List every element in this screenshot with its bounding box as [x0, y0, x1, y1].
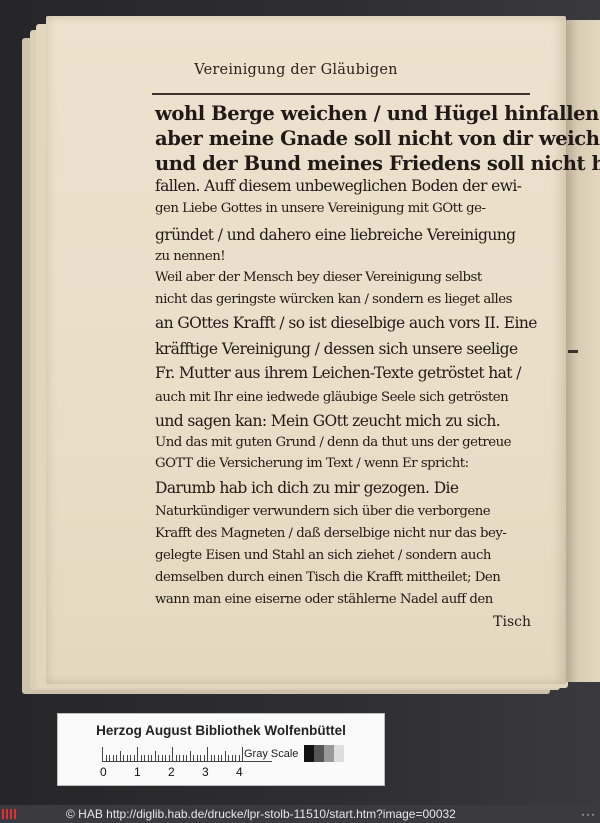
ruler-tick	[155, 751, 156, 761]
ruler-tick	[225, 751, 226, 761]
gray-swatch	[324, 745, 334, 762]
ruler-tick	[109, 755, 110, 761]
ruler-tick	[228, 755, 229, 761]
gray-swatch	[334, 745, 344, 762]
ruler-tick	[207, 747, 208, 761]
ruler-tick	[214, 755, 215, 761]
ruler-tick	[134, 755, 135, 761]
ruler-tick	[211, 755, 212, 761]
scale-number: 1	[134, 765, 141, 779]
ruler-tick	[127, 755, 128, 761]
ruler-tick	[169, 755, 170, 761]
scale-number: 3	[202, 765, 209, 779]
ruler-tick	[141, 755, 142, 761]
ruler-tick	[172, 747, 173, 761]
gray-swatch	[304, 745, 314, 762]
ruler-tick	[123, 755, 124, 761]
viewer-footer	[0, 805, 600, 823]
ruler-tick	[232, 755, 233, 761]
color-reference-strip	[57, 713, 385, 786]
ruler-tick	[130, 755, 131, 761]
ruler-tick	[116, 755, 117, 761]
ruler-tick	[137, 747, 138, 761]
ruler-tick	[183, 755, 184, 761]
ruler-tick	[176, 755, 177, 761]
ruler-tick	[204, 755, 205, 761]
ruler-tick	[162, 755, 163, 761]
copyright-url[interactable]: © HAB http://diglib.hab.de/drucke/lpr-stolb-11510/start.htm?image=00032	[66, 807, 456, 821]
scale-number: 2	[168, 765, 175, 779]
head-rule	[152, 93, 530, 95]
ruler-tick	[218, 755, 219, 761]
scale-number: 0	[100, 765, 107, 779]
ruler-tick	[102, 747, 103, 761]
ruler-tick	[186, 755, 187, 761]
gray-swatch	[314, 745, 324, 762]
ruler-tick	[151, 755, 152, 761]
ruler-tick	[193, 755, 194, 761]
ruler-tick	[179, 755, 180, 761]
ruler-tick	[120, 751, 121, 761]
ruler-tick	[200, 755, 201, 761]
ruler-tick	[242, 747, 243, 761]
gray-scale-label: Gray Scale	[244, 748, 299, 760]
ruler-tick	[221, 755, 222, 761]
ruler-tick	[106, 755, 107, 761]
running-head: Vereinigung der Gläubigen	[194, 62, 398, 78]
ruler-tick	[148, 755, 149, 761]
ruler-tick	[197, 755, 198, 761]
ruler-tick	[113, 755, 114, 761]
ruler-tick	[190, 751, 191, 761]
scale-number: 4	[236, 765, 243, 779]
ruler-tick	[158, 755, 159, 761]
logo-icon	[2, 809, 16, 819]
library-label: Herzog August Bibliothek Wolfenbüttel	[96, 723, 346, 738]
ruler-tick	[239, 755, 240, 761]
ruler-tick	[165, 755, 166, 761]
more-icon[interactable]: ···	[581, 807, 596, 821]
catchword: Tisch	[493, 614, 531, 630]
page-mark	[568, 350, 578, 353]
ruler-tick	[144, 755, 145, 761]
ruler-tick	[235, 755, 236, 761]
